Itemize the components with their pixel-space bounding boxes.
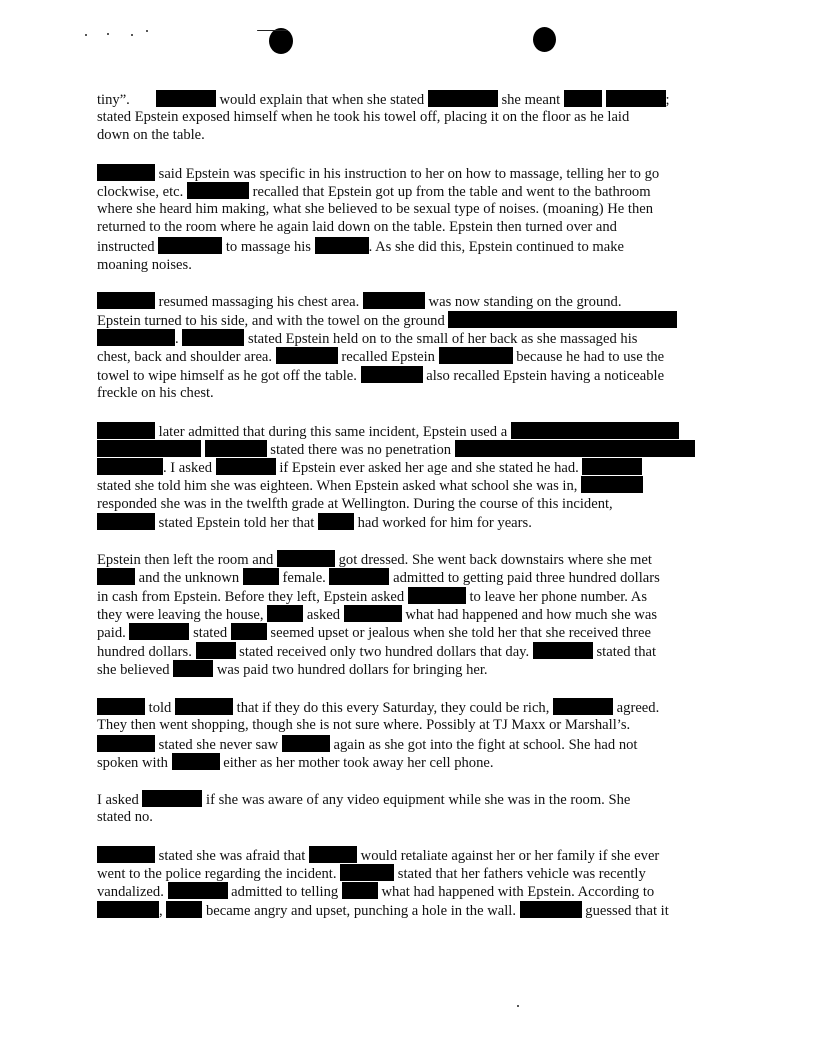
redaction-box <box>97 568 135 585</box>
text-line: spoken with either as her mother took away her cell phone. <box>97 755 494 771</box>
redaction-box <box>344 605 402 622</box>
redaction-box <box>129 623 189 640</box>
hole-punch-right <box>533 27 556 52</box>
redaction-box <box>97 846 155 863</box>
text-line: Epstein then left the room and got dressed. She went back downstairs where she met <box>97 552 652 568</box>
redaction-box <box>455 440 695 457</box>
redaction-box <box>216 458 276 475</box>
redaction-box <box>342 882 378 899</box>
redaction-box <box>606 90 666 107</box>
redaction-box <box>520 901 582 918</box>
text-line: in cash from Epstein. Before they left, Epstein asked to leave her phone number. As <box>97 589 648 605</box>
text-line: responded she was in the twelfth grade at Wellington. During the course of this incident, <box>97 496 613 512</box>
redaction-box <box>97 735 155 752</box>
redaction-box <box>277 550 335 567</box>
scan-speck <box>85 34 87 36</box>
text-line: hundred dollars. stated received only two hundred dollars that day. stated that <box>97 644 657 660</box>
text-line: chest, back and shoulder area. recalled Epstein because he had to use the <box>97 349 665 365</box>
scan-speck <box>146 30 148 32</box>
redaction-box <box>175 698 233 715</box>
text-line: . I asked if Epstein ever asked her age and she stated he had. <box>97 458 717 477</box>
text-line: towel to wipe himself as he got off the table. also recalled Epstein having a noticeable <box>97 368 665 384</box>
redaction-box <box>196 642 236 659</box>
redaction-box <box>315 237 369 254</box>
redaction-box <box>340 864 394 881</box>
redaction-box <box>318 513 354 530</box>
text-line: Epstein turned to his side, and with the towel on the ground <box>97 311 717 330</box>
redaction-box <box>173 660 213 677</box>
text-line: down on the table. <box>97 127 205 143</box>
redaction-box <box>361 366 423 383</box>
text-line: said Epstein was specific in his instruction to her on how to massage, telling her to go <box>97 164 717 183</box>
redaction-box <box>428 90 498 107</box>
redaction-box <box>553 698 613 715</box>
redaction-box <box>172 753 220 770</box>
redaction-box <box>156 90 216 107</box>
text-line: I asked if she was aware of any video equipment while she was in the room. She <box>97 792 631 808</box>
text-line: told that if they do this every Saturday, they could be rich, agreed. <box>97 698 717 717</box>
text-line: stated she never saw again as she got into the fight at school. She had not <box>97 735 717 754</box>
redaction-box <box>231 623 267 640</box>
scan-speck <box>131 34 133 36</box>
redaction-box <box>276 347 338 364</box>
redaction-box <box>582 458 642 475</box>
text-line: tiny”. would explain that when she stated she meant ; <box>97 92 670 108</box>
redaction-box <box>97 292 155 309</box>
redaction-box <box>97 440 201 457</box>
redaction-box <box>97 901 159 918</box>
redaction-box <box>142 790 202 807</box>
redaction-box <box>97 513 155 530</box>
text-line: where she heard him making, what she believed to be sexual type of noises. (moaning) He then <box>97 201 654 217</box>
text-line: resumed massaging his chest area. was now standing on the ground. <box>97 292 717 311</box>
scan-speck <box>107 33 109 35</box>
redaction-box <box>182 329 244 346</box>
text-line: moaning noises. <box>97 257 192 273</box>
redaction-box <box>533 642 593 659</box>
text-line: clockwise, etc. recalled that Epstein got up from the table and went to the bathroom <box>97 184 651 200</box>
redaction-box <box>158 237 222 254</box>
text-line: stated no. <box>97 809 153 825</box>
text-line: stated she told him she was eighteen. When Epstein asked what school she was in, <box>97 476 717 495</box>
text-line: stated there was no penetration <box>97 440 717 459</box>
text-line: stated Epstein told her that had worked for him for years. <box>97 513 717 532</box>
text-line: returned to the room where he again laid down on the table. Epstein then turned over and <box>97 219 617 235</box>
text-line: later admitted that during this same incident, Epstein used a <box>97 422 717 441</box>
redaction-box <box>97 164 155 181</box>
text-line: vandalized. admitted to telling what had happened with Epstein. According to <box>97 884 655 900</box>
text-line: , became angry and upset, punching a hole in the wall. guessed that it <box>97 901 717 920</box>
redaction-box <box>267 605 303 622</box>
redaction-box <box>448 311 677 328</box>
text-line: . stated Epstein held on to the small of her back as she massaged his <box>97 329 717 348</box>
redaction-box <box>329 568 389 585</box>
text-line: and the unknown female. admitted to getting paid three hundred dollars <box>97 568 717 587</box>
hole-punch-left <box>269 28 293 54</box>
text-line: stated she was afraid that would retaliate against her or her family if she ever <box>97 846 717 865</box>
redaction-box <box>439 347 513 364</box>
redaction-box <box>97 698 145 715</box>
text-line: They then went shopping, though she is not sure where. Possibly at TJ Maxx or Marshall’s. <box>97 717 631 733</box>
redaction-box <box>97 422 155 439</box>
redaction-box <box>97 329 175 346</box>
redaction-box <box>309 846 357 863</box>
redaction-box <box>282 735 330 752</box>
text-line: they were leaving the house, asked what had happened and how much she was <box>97 607 658 623</box>
text-line: stated Epstein exposed himself when he took his towel off, placing it on the floor as he laid <box>97 109 630 125</box>
redaction-box <box>363 292 425 309</box>
redaction-box <box>97 458 163 475</box>
text-line: went to the police regarding the incident. stated that her fathers vehicle was recently <box>97 866 646 882</box>
text-line: paid. stated seemed upset or jealous when she told her that she received three <box>97 625 651 641</box>
redaction-box <box>166 901 202 918</box>
scan-speck <box>517 1005 519 1007</box>
redaction-box <box>168 882 228 899</box>
text-line: instructed to massage his . As she did this, Epstein continued to make <box>97 239 624 255</box>
text-line: she believed was paid two hundred dollars for bringing her. <box>97 662 488 678</box>
redaction-box <box>243 568 279 585</box>
text-line: freckle on his chest. <box>97 385 214 401</box>
redaction-box <box>511 422 679 439</box>
scan-speck <box>257 30 287 31</box>
redaction-box <box>564 90 602 107</box>
redaction-box <box>187 182 249 199</box>
redaction-box <box>408 587 466 604</box>
redaction-box <box>581 476 643 493</box>
redaction-box <box>205 440 267 457</box>
